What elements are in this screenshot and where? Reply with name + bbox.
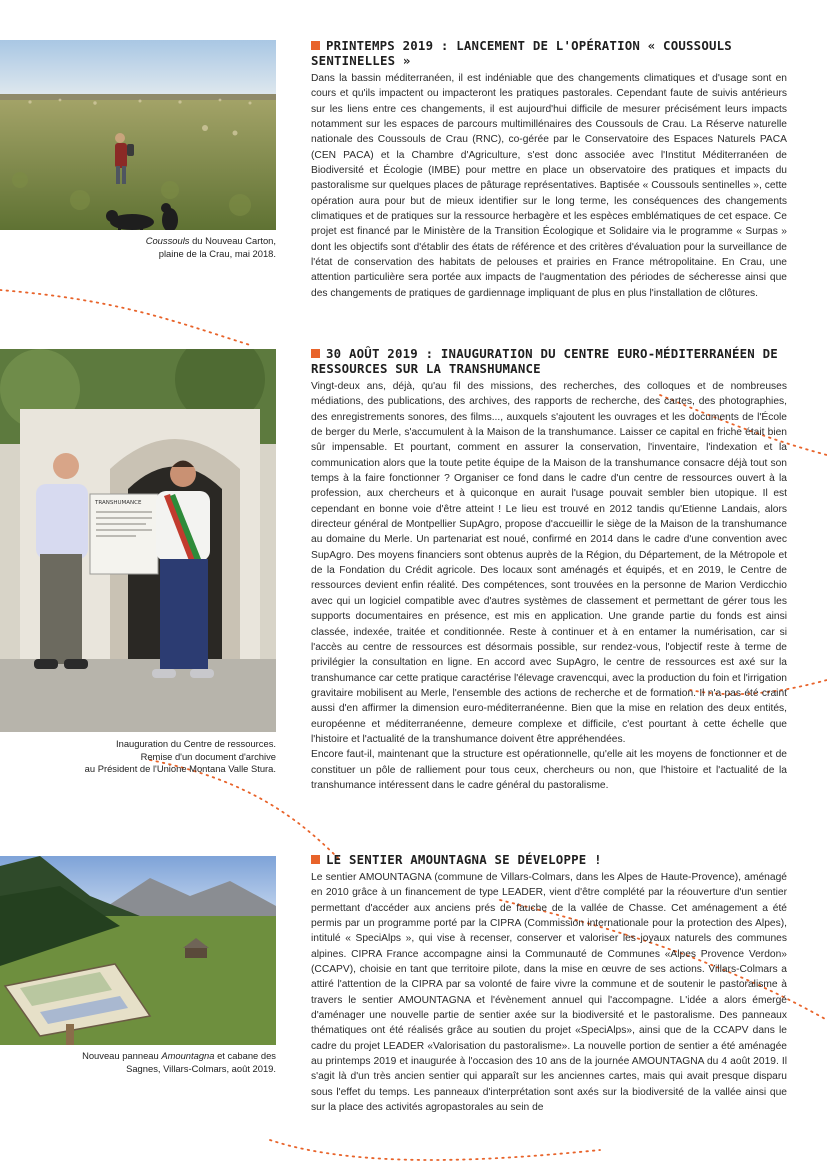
caption-photo-2 (0, 738, 276, 776)
caption-2-line1: Inauguration du Centre de ressources. (116, 738, 276, 749)
orange-square-icon (311, 349, 320, 358)
section-heading-text: LE SENTIER AMOUNTAGNA SE DÉVELOPPE ! (326, 852, 602, 867)
caption-1-line1: du Nouveau Carton, (189, 235, 276, 246)
caption-3-line2: Sagnes, Villars-Colmars, août 2019. (126, 1062, 276, 1074)
caption-2-line3: au Président de l'Unione Montana Valle Stura. (84, 763, 276, 774)
section-heading-text: 30 AOÛT 2019 : INAUGURATION DU CENTRE EURO-MÉDITERRANÉEN DE RESSOURCES SUR LA TRANSHUMANCE (311, 346, 778, 376)
caption-2-line2: Remise d'un document d'archive (140, 750, 276, 762)
man-left-figure (34, 453, 88, 669)
caption-1-italic: Coussouls (145, 235, 190, 246)
poster (90, 494, 158, 574)
orange-square-icon (311, 855, 320, 864)
photo-amountagna-panel (0, 856, 276, 1045)
article-section-centre-ressources (311, 346, 787, 793)
section-body: Dans la bassin méditerranéen, il est indéniable que des changements climatiques et d'usage sont en cours et qu'ils impactent ou impacteront les pratiques pastorales. Cependant faute de suivis antérieurs sur les liens entre ces changements, il est aujourd'hui difficile de mesurer précisément leurs impacts notamment sur les espaces de parcours multimillénaires des Coussouls de Crau. La Réserve naturelle nationale des Coussouls de Crau (RNC), co-gérée par le Conservatoire des Espaces Naturels PACA (CEN PACA) et la Chambre d'Agriculture, s'est donc associée avec l'Institut Méditerranéen de Biodiversité et Écologie (IMBE) pour mettre en place un observatoire des pratiques et impacts du pastoralisme sur quelques places de pâturage représentatives. Baptisée « Coussouls sentinelles », cette opération aura pour but de mieux identifier sur le long terme, les conséquences des changements climatiques et de pratiques sur la ressource herbagère et les espèces emblématiques de cet espace. Ce projet est financé par le Ministère de la Transition Écologique et Solidaire via le programme « Surpas » dont les objectifs sont d'établir des états de référence et des critères d'évaluation pour la surveillance de l'état de conservation des habitats de pelouses et prairies en France métropolitaine. En Crau, une attention particulière sera portée aux impacts de l'augmentation des périodes de sécheresse ainsi que des changements de pratiques de gardiennage impliquant de plus en plus l'installation de clôtures. (311, 73, 787, 299)
section-heading (311, 346, 787, 376)
section-body: Le sentier AMOUNTAGNA (commune de Villars-Colmars, dans les Alpes de Haute-Provence), aménagé en 2010 grâce à un financement de type LEADER, vient d'être complété par la réouverture d'un sentier permettant d'accéder aux anciens prés de fauche de la vallée de Chasse. Cet aménagement a été permis par un programme porté par la CIPRA (Commission internationale pour la protection des Alpes), intitulé « SpeciAlps », qui vise à recenser, conserver et valoriser les joyaux naturels des communes alpines. CIPRA France accompagne ainsi la Communauté de Communes «Alpes Provence Verdon» (CCAPV), choisie en tant que territoire pilote, dans la mise en œuvre de ses actions. Villars-Colmars a attiré l'attention de la CIPRA par sa volonté de faire vivre la commune et de soutenir le pastoralisme à travers le sentier AMOUNTAGNA et l'évènement annuel qui l'accompagne. L'idée a alors émergé d'aménager une nouvelle partie de sentier axée sur la biodiversité et le pastoralisme. Des panneaux thématiques ont été réalisés grâce au soutien du projet «SpeciAlps», ainsi que de la CCAPV dans le cadre du projet LEADER «Valorisation du pastoralisme». La nouvelle portion de sentier a été aménagée au printemps 2019 et inaugurée à l'occasion des 10 ans de la journée AMOUNTAGNA du 4 août 2019. Il s'agit là d'un très ancien sentier qui apparaît sur les anciennes cartes, mais qui avait presque disparu sous l'effet du temps. Les panneaux d'interprétation sont axés sur la biodiversité de la vallée ainsi que sur la place des activités agropastorales au sein de (311, 872, 787, 1114)
caption-photo-3 (0, 1050, 276, 1075)
photo-crau-plain (0, 40, 276, 230)
caption-3-line1-start: Nouveau panneau (82, 1050, 162, 1061)
caption-photo-1 (0, 235, 276, 260)
photo-inauguration (0, 349, 276, 732)
section-heading (311, 852, 787, 867)
caption-3-italic: Amountagna (161, 1050, 215, 1061)
section-body: Vingt-deux ans, déjà, qu'au fil des missions, des recherches, des colloques et de nombreuses médiations, des publications, des archives, des rapports de recherche, des cartes, des photographies, des enregistrements sonores, des films..., auxquels s'ajoutent les ouvrages et les documents de l'École de berger du Merle, s'accumulent à la Maison de la transhumance. Laisser ce capital en friche était bien sûr impensable. Et pourtant, comment en assurer la conservation, l'inventaire, l'indexation et la communication alors que la toute petite équipe de la Maison de la transhumance consacre déjà tout son temps à la faire fonctionner ? Organiser ce fond dans le cadre d'un centre de ressources ouvert à la profession, aux chercheurs et à quiconque en aurait l'usage pouvait sembler bien utopique. Il est cependant en bonne voie d'être atteint ! Le lieu est trouvé en 2012 tandis qu'Etienne Landais, alors directeur général de Montpellier SupAgro, propose d'accueillir le siège de la Maison de la transhumance au domaine du Merle. Un partenariat est noué, confirmé en 2014 dans le cadre d'une convention avec SupAgro. Des moyens financiers sont obtenus auprès de la Région, du Département, de la Métropole et de la Fondation du Crédit agricole. Des locaux sont aménagés et équipés, et en 2019, le Centre de ressources devient enfin réalité. Des compétences, sont trouvées en la personne de Marion Verdicchio avec qui un logiciel compatible avec d'autres systèmes de classement et permettant de gérer tous les supports documentaires en présence, est mis en application. Une grande partie du fonds est ainsi classée, indexée, traitée et conditionnée. Reste à continuer et à en entamer la numérisation, car si l'accès au centre de ressources est désormais possible, sur rendez-vous, l'objectif reste à terme de privilégier la consultation en ligne. En accord avec SupAgro, le centre de ressources est axé sur la transhumance car cette pratique caractérise l'élevage cravencqui, avec la production du foin et l'irrigation gravitaire mobilisent au Merle, l'ensemble des actions de recherche et de formation. Il n'a pas été craint aussi d'en affirmer la dimension euro-méditerranéenne. Bien que la mise en relation des deux entités, européenne et méditerranéenne, demeure complexe et difficile, c'est pourtant à cette échelle que l'histoire et l'actualité de la transhumance doivent être appréhendées. Encore faut-il, maintenant que la structure est opérationnelle, qu'elle ait les moyens de fonctionner et de constituer un pôle de ralliement pour tous ceux, chercheurs ou non, que l'histoire et l'actualité de la transhumance intéressent dans le cadre général du pastoralisme. (311, 381, 787, 791)
orange-square-icon (311, 41, 320, 50)
article-section-coussouls (311, 38, 787, 301)
section-heading-text: PRINTEMPS 2019 : LANCEMENT DE L'OPÉRATION « COUSSOULS SENTINELLES » (311, 38, 732, 68)
caption-3-line1-end: et cabane des (214, 1050, 276, 1061)
caption-1-line2: plaine de la Crau, mai 2018. (158, 247, 276, 259)
poster-header: TRANSHUMANCE (95, 500, 142, 506)
article-section-sentier-amountagna (311, 852, 787, 1116)
section-heading (311, 38, 787, 68)
man-right-figure (152, 461, 214, 679)
